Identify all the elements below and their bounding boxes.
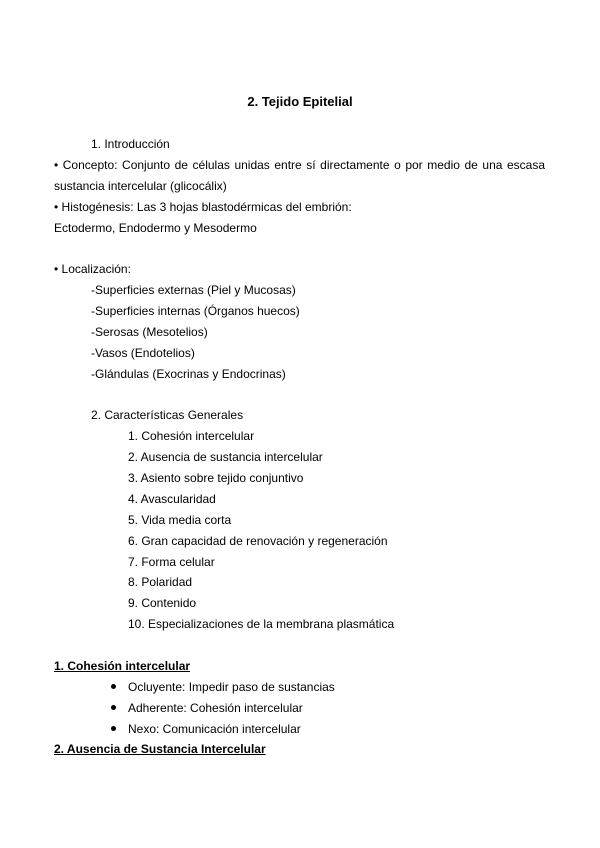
caracteristica-item: 5. Vida media corta	[128, 513, 232, 527]
intro-heading: 1. Introducción	[91, 137, 170, 151]
histogenesis-line: • Histogénesis: Las 3 hojas blastodérmicas del embrión:	[54, 200, 352, 214]
hojas-line: Ectodermo, Endodermo y Mesodermo	[54, 221, 257, 235]
caracteristica-item: 4. Avascularidad	[128, 492, 216, 506]
caracteristica-item: 9. Contenido	[128, 596, 197, 610]
localizacion-item: -Glándulas (Exocrinas y Endocrinas)	[91, 367, 286, 381]
localizacion-item: -Superficies internas (Órganos huecos)	[91, 304, 300, 318]
caracteristica-item: 1. Cohesión intercelular	[128, 429, 255, 443]
section-2-heading: 2. Ausencia de Sustancia Intercelular	[54, 742, 266, 756]
caracteristica-item: 3. Asiento sobre tejido conjuntivo	[128, 471, 304, 485]
section-1-heading: 1. Cohesión intercelular	[54, 659, 191, 673]
concepto-line-1: • Concepto: Conjunto de células unidas entre sí directamente o por medio de una escasa	[54, 158, 545, 172]
caracteristica-item: 2. Ausencia de sustancia intercelular	[128, 450, 323, 464]
caracteristica-item: 7. Forma celular	[128, 555, 215, 569]
caracteristica-item: 8. Polaridad	[128, 575, 193, 589]
localizacion-heading: • Localización:	[54, 262, 131, 276]
bullet-dot-icon	[111, 726, 116, 731]
caracteristica-item: 10. Especializaciones de la membrana plasmática	[128, 617, 395, 631]
section-1-bullet: Ocluyente: Impedir paso de sustancias	[128, 680, 335, 694]
localizacion-item: -Serosas (Mesotelios)	[91, 325, 208, 339]
localizacion-item: -Superficies externas (Piel y Mucosas)	[91, 283, 296, 297]
section-1-bullet: Adherente: Cohesión intercelular	[128, 701, 303, 715]
caracteristica-item: 6. Gran capacidad de renovación y regeneración	[128, 534, 388, 548]
bullet-dot-icon	[111, 684, 116, 689]
concepto-line-2: sustancia intercelular (glicocálix)	[54, 179, 227, 193]
bullet-dot-icon	[111, 705, 116, 710]
localizacion-item: -Vasos (Endotelios)	[91, 346, 195, 360]
page-title: 2. Tejido Epitelial	[247, 94, 353, 109]
section-1-bullet: Nexo: Comunicación intercelular	[128, 722, 301, 736]
caracteristicas-heading: 2. Características Generales	[91, 408, 244, 422]
